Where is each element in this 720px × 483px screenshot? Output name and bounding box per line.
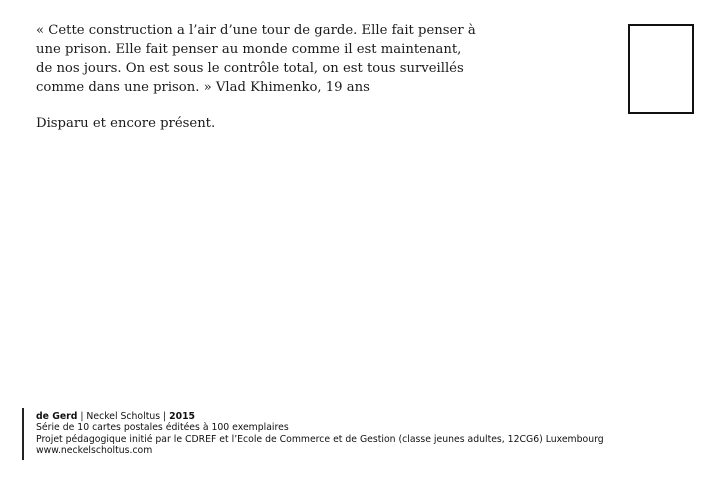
quote-line-1: « Cette construction a l’air d’une tour de garde. Elle fait penser à — [36, 23, 476, 38]
footer-vertical-rule — [22, 408, 24, 460]
footer-author: Neckel Scholtus — [86, 411, 161, 422]
quote-line-4: comme dans une prison. » Vlad Khimenko, 19 ans — [36, 80, 370, 95]
footer-separator: | — [160, 411, 170, 422]
footer-title: de Gerd — [36, 411, 78, 422]
stamp-placeholder-box — [628, 24, 694, 114]
footer-year: 2015 — [169, 411, 196, 422]
footer-website-link[interactable]: www.neckelscholtus.com — [36, 444, 153, 456]
quote-line-2: une prison. Elle fait penser au monde comme il est maintenant, — [36, 42, 462, 57]
caption-text: Disparu et encore présent. — [36, 116, 216, 131]
footer-project: Projet pédagogique initié par le CDREF et l’Ecole de Commerce et de Gestion (classe jeunes adultes, 12CG6) Luxembourg — [36, 433, 604, 445]
quote-text — [36, 21, 476, 97]
quote-line-3: de nos jours. On est sous le contrôle total, on est tous surveillés — [36, 61, 464, 76]
footer-series: Série de 10 cartes postales éditées à 100 exemplaires — [36, 422, 289, 434]
footer-credits — [36, 411, 604, 456]
footer-separator: | — [77, 411, 87, 422]
footer-title-row — [36, 411, 604, 422]
